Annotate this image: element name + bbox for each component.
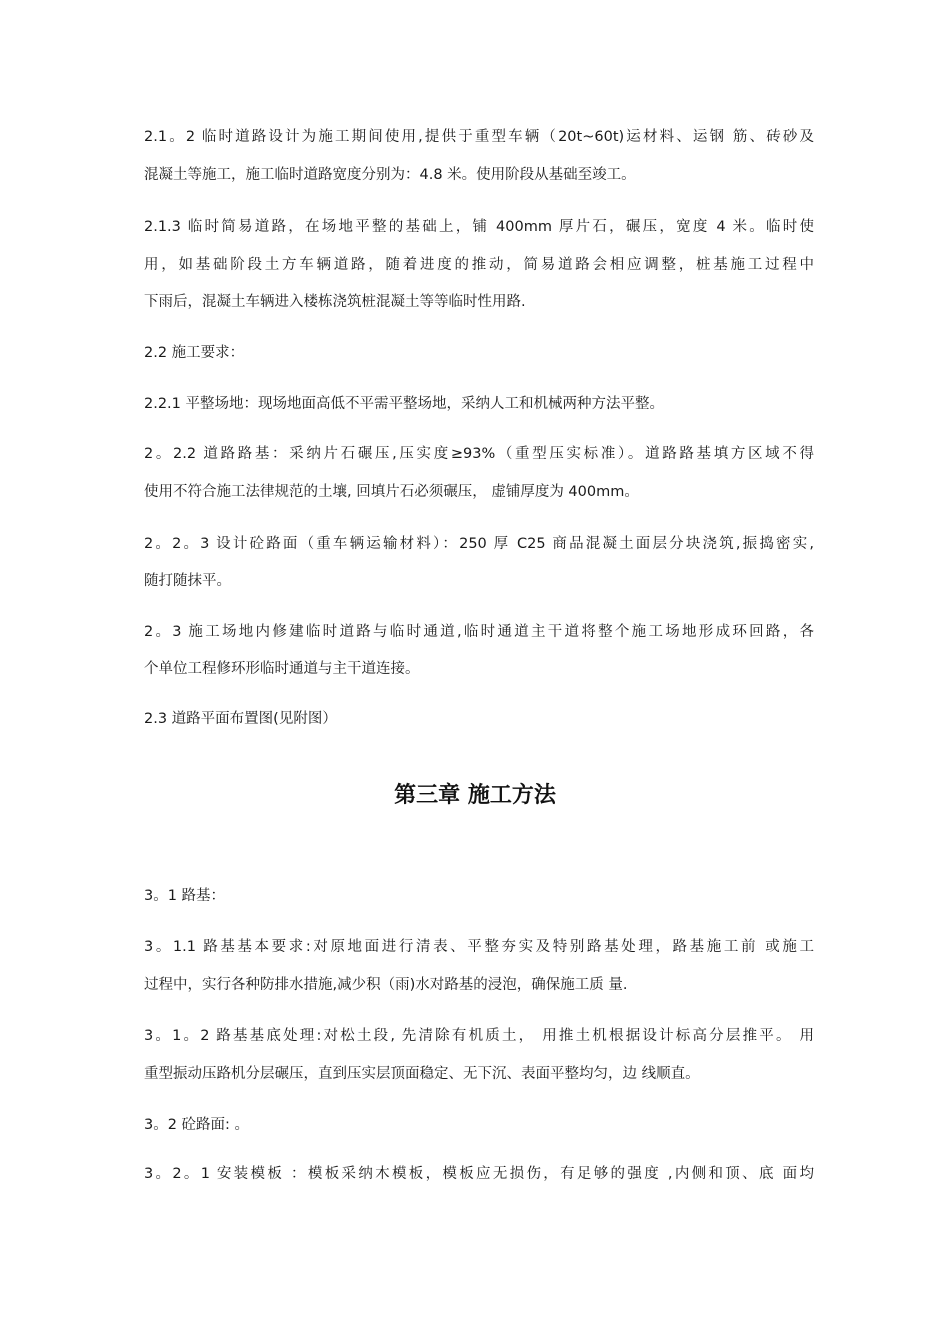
text-line: 2。3 施工场地内修建临时道路与临时通道,临时通道主干道将整个施工场地形成环回路，各: [144, 624, 814, 640]
text-line: 随打随抹平。: [144, 573, 231, 589]
text-line: 3。2。1 安装模板 ：模板采纳木模板，模板应无损伤，有足够的强度 ,内侧和顶、底 面均: [144, 1166, 814, 1182]
text-line: 3。1.1 路基基本要求:对原地面进行清表、平整夯实及特别路基处理，路基施工前 或施工: [144, 939, 814, 955]
text-line: 2.2.1 平整场地：现场地面高低不平需平整场地，采纳人工和机械两种方法平整。: [144, 396, 665, 412]
chapter-title: 第三章 施工方法: [394, 783, 556, 808]
text-line: 2。2。3 设计砼路面（重车辆运输材料）：250 厚 C25 商品混凝土面层分块浇筑,振捣密实,: [144, 536, 814, 552]
text-line: 重型振动压路机分层碾压，直到压实层顶面稳定、无下沉、表面平整均匀，边 线顺直。: [144, 1066, 700, 1082]
text-line: 使用不符合施工法律规范的土壤, 回填片石必须碾压， 虚铺厚度为 400mm。: [144, 484, 639, 500]
section-heading: 3。2 砼路面: 。: [144, 1117, 250, 1133]
section-heading: 3。1 路基：: [144, 888, 226, 904]
text-line: 2.1。2 临时道路设计为施工期间使用,提供于重型车辆（20t~60t)运材料、运钢 筋、砖砂及: [144, 129, 814, 145]
text-line: 混凝土等施工，施工临时道路宽度分别为：4.8 米。使用阶段从基础至竣工。: [144, 167, 636, 183]
text-line: 过程中，实行各种防排水措施,减少积（雨)水对路基的浸泡，确保施工质 量.: [144, 977, 628, 993]
section-heading: 2.2 施工要求：: [144, 345, 245, 361]
text-line: 下雨后，混凝土车辆进入楼栋浇筑桩混凝土等等临时性用路.: [144, 294, 526, 310]
text-line: 3。1。2 路基基底处理:对松土段, 先清除有机质土， 用推土机根据设计标高分层推平。 用: [144, 1028, 814, 1044]
text-line: 2.3 道路平面布置图(见附图）: [144, 711, 337, 727]
text-line: 2。2.2 道路路基：采纳片石碾压,压实度≥93%（重型压实标准）。道路路基填方区域不得: [144, 446, 814, 462]
text-line: 个单位工程修环形临时通道与主干道连接。: [144, 661, 420, 677]
text-line: 2.1.3 临时简易道路，在场地平整的基础上，铺 400mm 厚片石，碾压，宽度 4 米。临时使: [144, 219, 814, 235]
text-line: 用，如基础阶段土方车辆道路，随着进度的推动，简易道路会相应调整，桩基施工过程中: [144, 257, 814, 273]
